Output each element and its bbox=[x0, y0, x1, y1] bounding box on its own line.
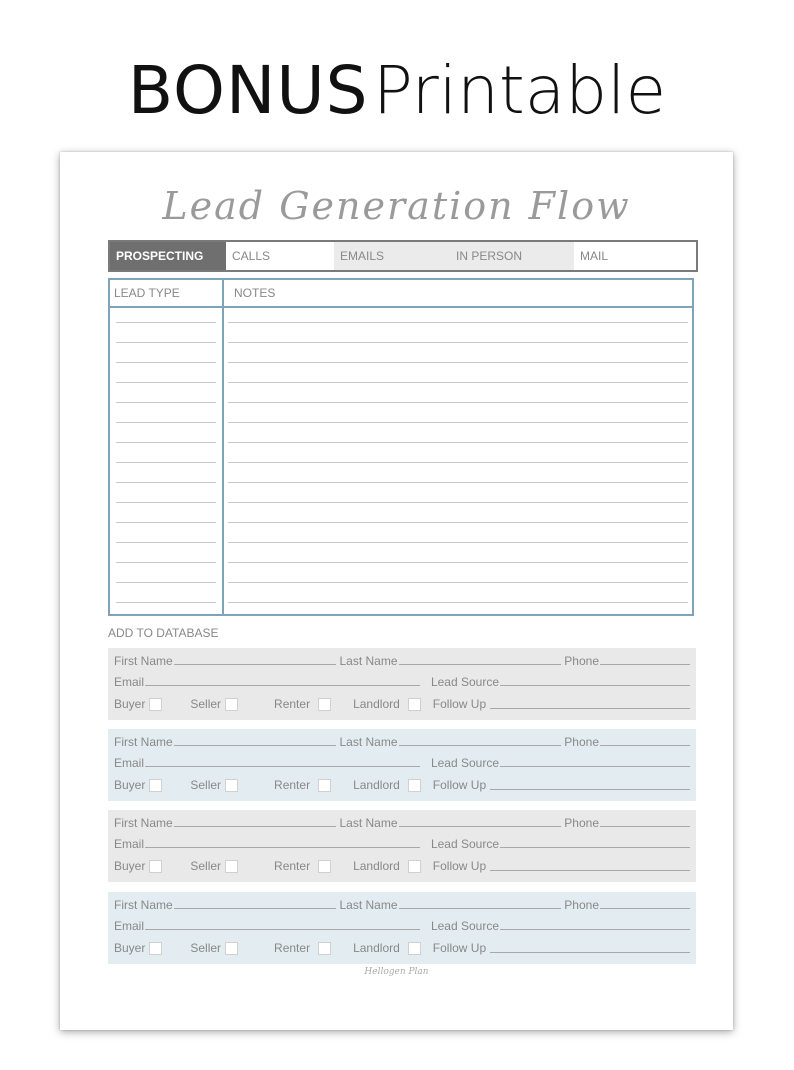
renter-checkbox[interactable] bbox=[318, 860, 331, 873]
tab-emails: EMAILS bbox=[334, 242, 450, 270]
buyer-label: Buyer bbox=[114, 859, 146, 873]
buyer-checkbox[interactable] bbox=[149, 942, 162, 955]
landlord-checkbox[interactable] bbox=[408, 942, 421, 955]
lead-type-line[interactable] bbox=[116, 582, 216, 583]
renter-label: Renter bbox=[274, 941, 311, 955]
buyer-label: Buyer bbox=[114, 941, 146, 955]
email-field[interactable] bbox=[145, 685, 420, 686]
notes-line[interactable] bbox=[228, 502, 688, 503]
follow-up-field[interactable] bbox=[490, 780, 690, 790]
notes-header: NOTES bbox=[234, 286, 276, 300]
notes-line[interactable] bbox=[228, 422, 688, 423]
lead-type-line[interactable] bbox=[116, 382, 216, 383]
phone-field[interactable] bbox=[600, 908, 690, 909]
notes-line[interactable] bbox=[228, 382, 688, 383]
phone-field[interactable] bbox=[600, 745, 690, 746]
lead-source-label: Lead Source bbox=[430, 675, 499, 689]
lead-type-line[interactable] bbox=[116, 422, 216, 423]
tab-calls: CALLS bbox=[226, 242, 334, 270]
lead-type-line[interactable] bbox=[116, 562, 216, 563]
landlord-checkbox[interactable] bbox=[408, 779, 421, 792]
follow-up-field[interactable] bbox=[490, 943, 690, 953]
notes-line[interactable] bbox=[228, 582, 688, 583]
phone-field[interactable] bbox=[600, 664, 690, 665]
headline-bonus: BONUS bbox=[127, 52, 369, 129]
last-name-label: Last Name bbox=[339, 735, 398, 749]
lead-type-line[interactable] bbox=[116, 442, 216, 443]
lead-source-field[interactable] bbox=[500, 847, 690, 848]
contact-entry bbox=[108, 648, 696, 720]
lead-source-field[interactable] bbox=[500, 929, 690, 930]
first-name-label: First Name bbox=[114, 816, 173, 830]
seller-checkbox[interactable] bbox=[225, 779, 238, 792]
notes-line[interactable] bbox=[228, 602, 688, 603]
lead-source-field[interactable] bbox=[500, 685, 690, 686]
lead-type-line[interactable] bbox=[116, 322, 216, 323]
notes-line[interactable] bbox=[228, 462, 688, 463]
seller-label: Seller bbox=[190, 778, 222, 792]
email-label: Email bbox=[114, 837, 145, 851]
contact-entry bbox=[108, 892, 696, 964]
contact-entry bbox=[108, 810, 696, 882]
lead-type-line[interactable] bbox=[116, 482, 216, 483]
last-name-field[interactable] bbox=[399, 745, 562, 746]
notes-line[interactable] bbox=[228, 542, 688, 543]
landlord-label: Landlord bbox=[353, 778, 400, 792]
buyer-checkbox[interactable] bbox=[149, 698, 162, 711]
buyer-checkbox[interactable] bbox=[149, 860, 162, 873]
lead-type-line[interactable] bbox=[116, 502, 216, 503]
phone-label: Phone bbox=[564, 735, 599, 749]
sheet-title: Lead Generation Flow bbox=[162, 184, 631, 228]
landlord-checkbox[interactable] bbox=[408, 860, 421, 873]
renter-checkbox[interactable] bbox=[318, 779, 331, 792]
notes-table bbox=[108, 278, 694, 616]
follow-up-label: Follow Up bbox=[432, 778, 487, 792]
last-name-field[interactable] bbox=[399, 826, 562, 827]
landlord-checkbox[interactable] bbox=[408, 698, 421, 711]
lead-type-line[interactable] bbox=[116, 362, 216, 363]
first-name-field[interactable] bbox=[174, 745, 337, 746]
first-name-field[interactable] bbox=[174, 664, 337, 665]
notes-line[interactable] bbox=[228, 362, 688, 363]
email-field[interactable] bbox=[145, 766, 420, 767]
last-name-label: Last Name bbox=[339, 898, 398, 912]
email-field[interactable] bbox=[145, 847, 420, 848]
first-name-field[interactable] bbox=[174, 908, 337, 909]
buyer-label: Buyer bbox=[114, 778, 146, 792]
phone-label: Phone bbox=[564, 654, 599, 668]
seller-label: Seller bbox=[190, 697, 222, 711]
email-field[interactable] bbox=[145, 929, 420, 930]
lead-source-field[interactable] bbox=[500, 766, 690, 767]
last-name-field[interactable] bbox=[399, 908, 562, 909]
buyer-label: Buyer bbox=[114, 697, 146, 711]
renter-checkbox[interactable] bbox=[318, 698, 331, 711]
follow-up-label: Follow Up bbox=[432, 941, 487, 955]
email-label: Email bbox=[114, 756, 145, 770]
seller-label: Seller bbox=[190, 859, 222, 873]
notes-line[interactable] bbox=[228, 442, 688, 443]
notes-line[interactable] bbox=[228, 322, 688, 323]
first-name-label: First Name bbox=[114, 654, 173, 668]
brand-signature: Hellogen Plan bbox=[364, 967, 429, 977]
renter-label: Renter bbox=[274, 697, 311, 711]
tab-mail: MAIL bbox=[574, 242, 696, 270]
phone-label: Phone bbox=[564, 898, 599, 912]
first-name-label: First Name bbox=[114, 898, 173, 912]
header-rule bbox=[110, 306, 692, 308]
renter-label: Renter bbox=[274, 859, 311, 873]
seller-label: Seller bbox=[190, 941, 222, 955]
column-divider bbox=[222, 280, 224, 614]
seller-checkbox[interactable] bbox=[225, 860, 238, 873]
seller-checkbox[interactable] bbox=[225, 698, 238, 711]
add-to-database-title: ADD TO DATABASE bbox=[108, 626, 219, 640]
lead-type-line[interactable] bbox=[116, 342, 216, 343]
lead-source-label: Lead Source bbox=[430, 756, 499, 770]
lead-type-line[interactable] bbox=[116, 462, 216, 463]
renter-checkbox[interactable] bbox=[318, 942, 331, 955]
tab-in-person: IN PERSON bbox=[450, 242, 574, 270]
prospecting-tabs bbox=[108, 240, 698, 272]
last-name-field[interactable] bbox=[399, 664, 562, 665]
notes-line[interactable] bbox=[228, 342, 688, 343]
notes-line[interactable] bbox=[228, 402, 688, 403]
first-name-label: First Name bbox=[114, 735, 173, 749]
buyer-checkbox[interactable] bbox=[149, 779, 162, 792]
headline bbox=[0, 52, 794, 129]
notes-line[interactable] bbox=[228, 522, 688, 523]
first-name-field[interactable] bbox=[174, 826, 337, 827]
renter-label: Renter bbox=[274, 778, 311, 792]
last-name-label: Last Name bbox=[339, 654, 398, 668]
landlord-label: Landlord bbox=[353, 697, 400, 711]
phone-field[interactable] bbox=[600, 826, 690, 827]
landlord-label: Landlord bbox=[353, 941, 400, 955]
phone-label: Phone bbox=[564, 816, 599, 830]
landlord-label: Landlord bbox=[353, 859, 400, 873]
lead-type-header: LEAD TYPE bbox=[114, 286, 180, 300]
follow-up-field[interactable] bbox=[490, 699, 690, 709]
email-label: Email bbox=[114, 675, 145, 689]
email-label: Email bbox=[114, 919, 145, 933]
headline-printable: Printable bbox=[372, 52, 667, 129]
lead-type-line[interactable] bbox=[116, 522, 216, 523]
follow-up-label: Follow Up bbox=[432, 859, 487, 873]
follow-up-label: Follow Up bbox=[432, 697, 487, 711]
seller-checkbox[interactable] bbox=[225, 942, 238, 955]
lead-type-line[interactable] bbox=[116, 542, 216, 543]
contact-entry bbox=[108, 729, 696, 801]
notes-line[interactable] bbox=[228, 482, 688, 483]
lead-type-line[interactable] bbox=[116, 402, 216, 403]
last-name-label: Last Name bbox=[339, 816, 398, 830]
lead-type-line[interactable] bbox=[116, 602, 216, 603]
tab-prospecting: PROSPECTING bbox=[110, 242, 226, 270]
printable-sheet bbox=[60, 152, 733, 1030]
lead-source-label: Lead Source bbox=[430, 837, 499, 851]
notes-line[interactable] bbox=[228, 562, 688, 563]
follow-up-field[interactable] bbox=[490, 861, 690, 871]
lead-source-label: Lead Source bbox=[430, 919, 499, 933]
